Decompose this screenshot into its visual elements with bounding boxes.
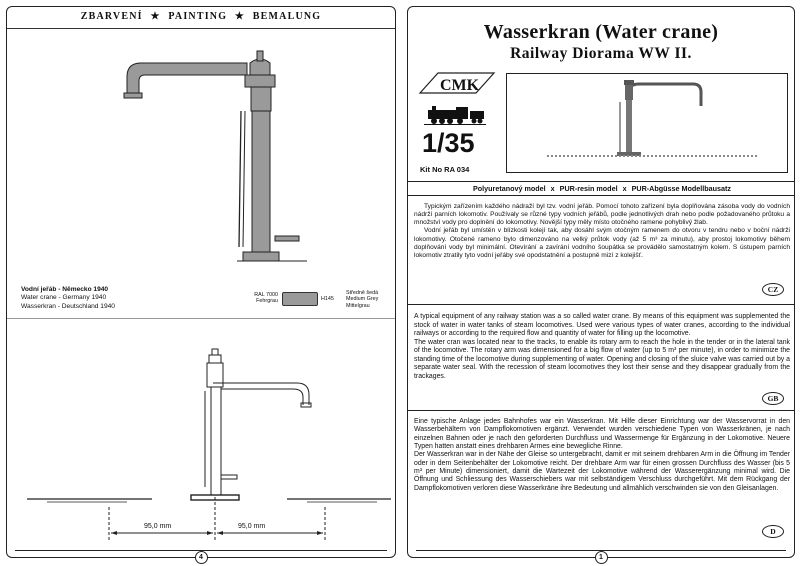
- text-cz: Typickým zařízením každého nádraží byl tzv. vodní jeřáb. Pomocí tohoto zařízení byla doplňována zásoba vody do vodních nádrží parních lokomotiv. Používaly se různé typy vodních jeřábů, podle jednotlivých drah nebo podle požadovaného průtoku a množství vody pro doplnění do lokomotivy. Novější typy měly místo otočného ramene pohyblivý žlab. Vodní jeřáb byl umístěn v blízkosti kolejí tak, aby dosáhl svým otočným ramenem do otvoru v tendru nebo v boční nádrži lokomotivy. Otočené rameno bylo dimenzováno na velký průtok vody (až 5 m³ za minutu), aby prostoj lokomotivy během doplňování vody byl minimální. Otevírání a zavírání vodního šoupátka se provádělo samostatným kolem. S ústupem parních lokomotiv ztratily tyto vodní jeřáby své opodstatnění a postupně mizí z kolejišť.: [414, 203, 790, 259]
- ral-label: RAL 7000 Fehrgrau: [254, 292, 278, 305]
- materials-line: [412, 184, 792, 193]
- star-icon: ★: [234, 11, 246, 22]
- paint-code: H145: [321, 296, 334, 302]
- painting-page: [6, 6, 396, 561]
- badge-de: D: [762, 525, 784, 538]
- section-divider: [408, 410, 794, 411]
- page-subtitle: Railway Diorama WW II.: [510, 45, 692, 62]
- locomotive-icon: [424, 105, 486, 125]
- separator: x: [550, 184, 555, 193]
- material-de: PUR-Abgüsse Modellbausatz: [631, 184, 732, 193]
- cmk-logo: [418, 71, 496, 99]
- crane-photo: [506, 73, 788, 173]
- scale-label: 1/35: [422, 128, 475, 158]
- material-cz: Polyuretanový model: [472, 184, 546, 193]
- dimension-right: 95,0 mm: [238, 523, 266, 530]
- caption-en: Water crane - Germany 1940: [21, 294, 107, 302]
- text-de: Eine typische Anlage jedes Bahnhofes war ein Wasserkran. Mit Hilfe dieser Einrichtung war der Wasservorrat in den Wasserbehältern von Dampflokomotiven ergänzt. Verwendet wurden verschiedene Typen von Wasserkränen, je nach einzelnen Bahnen oder je nach den geforderten Durchfluss und Wassermenge für Ergänzung in der Lokomotive. Neuere Typen hatten anstatt eines drehbaren Armes eine bewegliche Rinne. Der Wasserkran war in der Nähe der Gleise so untergebracht, damit er mit seinem drehbaren Arm in die Öffnung im Tender oder in dem Seitenbehälter der Lokomotive reicht. Der drehbare Arm war für einen grossen Durchfluss des Wasser (bis 5 m³ per Minute) dimensioniert, damit die Wartezeit der Lokomotive während der Wasserergänzung minimal wird. Die Öffnung und Schliessung des Wasserschiebers war mit selbständigem Verschluss durchgeführt. Mit dem Rückgang der Dampflokomotiven verloren diese Wasserkräne ihre Bedeutung und allmählich verschwinden sie von den Gleisanlagen.: [414, 418, 790, 492]
- materials-top-rule: [408, 181, 794, 182]
- separator: x: [622, 184, 627, 193]
- color-swatch: [282, 292, 318, 306]
- section-divider: [7, 318, 395, 319]
- crane-side-view-figure: [7, 47, 397, 277]
- caption-de: Wasserkran - Deutschland 1940: [21, 302, 115, 310]
- page-title: Wasserkran (Water crane): [483, 21, 719, 43]
- svg-text:CMK: CMK: [440, 77, 480, 94]
- header-divider: [7, 28, 395, 29]
- badge-gb: GB: [762, 392, 784, 405]
- instructions-page: [407, 6, 795, 561]
- paint-name: Středně šedá Medium Grey Mittelgrau: [346, 290, 379, 309]
- badge-cz: CZ: [762, 283, 784, 296]
- text-gb: A typical equipment of any railway station was a so called water crane. By means of this equipment was supplemented the stock of water in water tanks of steam locomotives. Used were various types of water cranes, according to the individual railways or according to the required flow and quantity of water for filling up the locomotive. The water cran was located near to the tracks, to enable its rotary arm to reach the hole in the tender or in the lateral tank of the locomotive. The rotary arm was dimensioned for a big flow of water (up to 5 m³ per minute), in order to minimize the standing time of the locomotive during supplementing of water. Opening and closing of the sluice valve was carried out by a separate water seal. With the recession of steam locomotives they lost their sense and they disappear gradually from the trackages.: [414, 313, 790, 380]
- kit-number: Kit No RA 034: [420, 165, 470, 174]
- dimension-left: 95,0 mm: [144, 523, 172, 530]
- page-number-right: 1: [408, 540, 794, 558]
- star-icon: ★: [150, 11, 161, 22]
- header-word-cz: ZBARVENÍ: [80, 11, 143, 22]
- painting-caption: [21, 286, 115, 311]
- materials-bottom-rule: [408, 195, 794, 196]
- section-divider: [408, 304, 794, 305]
- material-en: PUR-resin model: [559, 184, 618, 193]
- caption-cz: Vodní jeřáb - Německo 1940: [21, 286, 109, 293]
- page-number-left: 4: [7, 540, 395, 558]
- crane-dimension-drawing: [7, 347, 397, 547]
- header-word-en: PAINTING: [168, 11, 228, 22]
- painting-header: [7, 11, 395, 22]
- header-word-de: BEMALUNG: [252, 11, 322, 22]
